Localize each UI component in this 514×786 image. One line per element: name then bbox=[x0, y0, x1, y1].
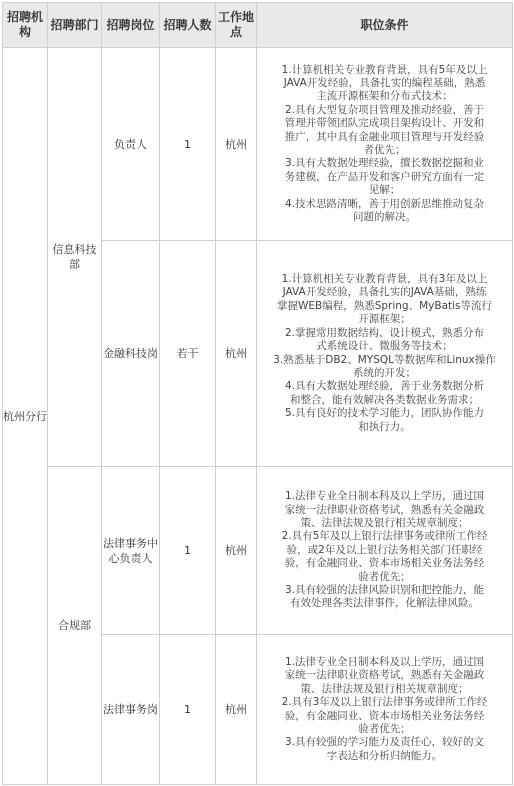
condition-line: 和执行力。 bbox=[358, 420, 411, 433]
condition-line: 者优先； bbox=[363, 144, 406, 156]
header-row bbox=[3, 3, 513, 48]
conditions-cell bbox=[257, 635, 513, 785]
header-location: 工作地点 bbox=[216, 3, 257, 48]
condition-line: 5.具有良好的技术学习能力，团队协作能力 bbox=[284, 407, 485, 420]
header-department: 招聘部门 bbox=[48, 3, 102, 48]
condition-line: 3.具有较强的学习能力及责任心，较好的文 bbox=[284, 736, 485, 749]
condition-line: 字表达和分析归纳能力。 bbox=[326, 749, 443, 762]
department-cell: 合规部 bbox=[48, 467, 102, 785]
condition-line: JAVA开发经验，具备扎实的JAVA基础，熟练 bbox=[282, 286, 487, 299]
table-row bbox=[3, 467, 513, 635]
location-cell: 杭州 bbox=[216, 467, 257, 635]
header-position: 招聘岗位 bbox=[102, 3, 160, 48]
condition-line: 验，有金融同业、资本市场相关业务法务经 bbox=[284, 557, 485, 570]
condition-line: 4.技术思路清晰，善于用创新思维推动复杂 bbox=[284, 197, 485, 210]
condition-line: 2.具有5年及以上银行法律事务或律所工作经 bbox=[281, 530, 488, 543]
condition-line: 务建模，在产品开发和客户研究方面有一定 bbox=[284, 170, 485, 183]
condition-line: 验者优先； bbox=[358, 722, 411, 735]
condition-line: 3.具有大数据处理经验，擅长数据挖掘和业 bbox=[284, 157, 485, 170]
header-count: 招聘人数 bbox=[160, 3, 216, 48]
condition-line: 3.熟悉基于DB2、MYSQL等数据库和Linux操作 bbox=[273, 353, 496, 366]
header-conditions: 职位条件 bbox=[257, 3, 513, 48]
condition-line: 问题的解决。 bbox=[353, 211, 416, 224]
condition-line: 有效处理各类法律事件，化解法律风险。 bbox=[290, 597, 479, 610]
condition-line: 1.计算机相关专业教育背景，具有3年及以上 bbox=[281, 273, 488, 286]
condition-line: 1.法律专业全日制本科及以上学历，通过国 bbox=[284, 655, 485, 668]
condition-line: 验，或2年及以上银行法务相关部门任职经 bbox=[286, 543, 483, 556]
location-cell: 杭州 bbox=[216, 48, 257, 241]
condition-line: 2.具有3年及以上银行法律事务或律所工作经 bbox=[281, 696, 488, 709]
header-org: 招聘机构 bbox=[3, 3, 48, 48]
table-row bbox=[3, 48, 513, 241]
condition-line: 1.计算机相关专业教育背景，具有5年及以上 bbox=[281, 63, 488, 76]
condition-line: 2.具有大型复杂项目管理及推动经验，善于 bbox=[284, 103, 485, 116]
condition-line: 2.掌握常用数据结构、设计模式，熟悉分布 bbox=[284, 326, 485, 339]
condition-line: 管理并带领团队完成项目架构设计、开发和 bbox=[284, 117, 485, 130]
department-cell: 信息科技部 bbox=[48, 48, 102, 467]
condition-line: 策、法律法规及银行相关规章制度； bbox=[300, 516, 469, 529]
conditions-cell bbox=[257, 48, 513, 241]
count-cell: 1 bbox=[160, 635, 216, 785]
location-cell: 杭州 bbox=[216, 635, 257, 785]
count-cell: 1 bbox=[160, 467, 216, 635]
position-cell: 法律事务中心负责人 bbox=[102, 467, 160, 635]
conditions-cell bbox=[257, 241, 513, 467]
condition-line: 开源框架； bbox=[358, 313, 411, 326]
condition-line: 和整合，能有效解决各类数据业务需求； bbox=[290, 393, 479, 406]
condition-line: 家统一法律职业资格考试，熟悉有关金融政 bbox=[284, 669, 485, 682]
position-cell: 法律事务岗 bbox=[102, 635, 160, 785]
condition-line: 策、法律法规及银行相关规章制度； bbox=[300, 682, 469, 695]
condition-line: 主流开源框架和分布式技术； bbox=[316, 90, 453, 103]
condition-line: 3.具有较强的法律风险识别和把控能力，能 bbox=[284, 584, 485, 597]
position-cell: 金融科技岗 bbox=[102, 241, 160, 467]
condition-line: 系统的开发； bbox=[353, 366, 416, 379]
condition-line: JAVA开发经验，具备扎实的编程基础，熟悉 bbox=[283, 76, 486, 89]
position-cell: 负责人 bbox=[102, 48, 160, 241]
condition-line: 推广，其中具有金融业项目管理与开发经验 bbox=[284, 130, 485, 143]
condition-line: 验者优先； bbox=[358, 570, 411, 583]
condition-line: 1.法律专业全日制本科及以上学历，通过国 bbox=[284, 490, 485, 503]
conditions-cell bbox=[257, 467, 513, 635]
count-cell: 1 bbox=[160, 48, 216, 241]
condition-line: 见解； bbox=[368, 184, 401, 197]
count-cell: 若干 bbox=[160, 241, 216, 467]
condition-line: 式系统设计、微服务等技术； bbox=[316, 340, 453, 353]
condition-line: 验，有金融同业、资本市场相关业务法务经 bbox=[284, 709, 485, 722]
condition-line: 掌握WEB编程，熟悉Spring、MyBatis等流行 bbox=[276, 299, 493, 312]
condition-line: 家统一法律职业资格考试，熟悉有关金融政 bbox=[284, 503, 485, 516]
condition-line: 4.具有大数据处理经验，善于业务数据分析 bbox=[284, 380, 485, 393]
recruitment-table bbox=[2, 2, 513, 785]
org-cell: 杭州分行 bbox=[3, 48, 48, 785]
recruitment-table-container bbox=[2, 2, 512, 785]
location-cell: 杭州 bbox=[216, 241, 257, 467]
